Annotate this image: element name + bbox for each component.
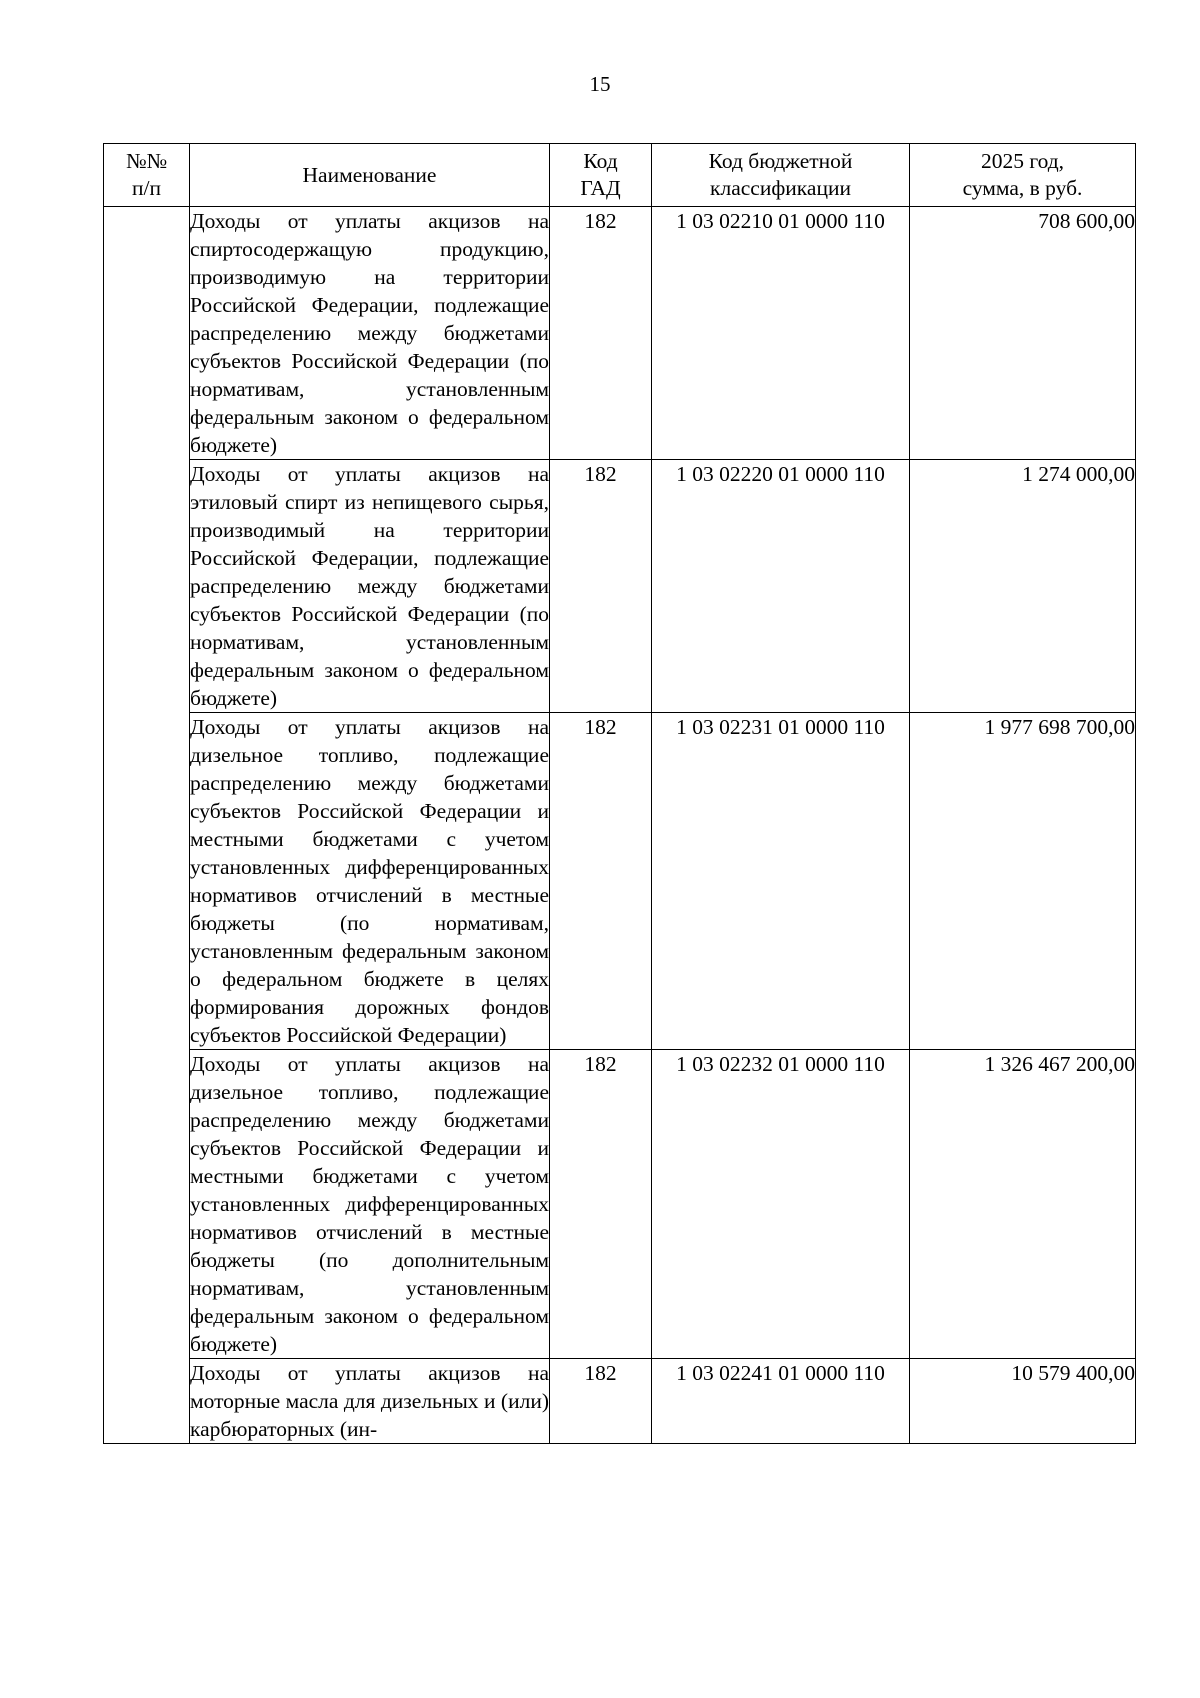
row-amount: 10 579 400,00 xyxy=(910,1359,1136,1444)
header-gad-line1: Код xyxy=(583,149,618,173)
row-name: Доходы от уплаты акцизов на моторные масла для дизельных и (или) карбюраторных (ин- xyxy=(190,1359,550,1444)
header-kbk-line2: классификации xyxy=(710,176,851,200)
header-number-line2: п/п xyxy=(132,176,161,200)
header-name-label: Наименование xyxy=(302,162,437,187)
header-gad-line2: ГАД xyxy=(580,176,621,200)
header-budget-classification-code xyxy=(652,144,910,207)
row-name: Доходы от уплаты акцизов на дизельное топливо, подлежащие распределению между бюджетами субъектов Российской Федерации и местными бюджетами с учетом установленных дифференцированных нормативов отчислений в местные бюджеты (по нормативам, установленным федеральным законом о федеральном бюджете в целях формирования дорожных фондов субъектов Российской Федерации) xyxy=(190,713,550,1050)
row-gad-code: 182 xyxy=(550,460,652,713)
row-name: Доходы от уплаты акцизов на этиловый спирт из непищевого сырья, производимый на территории Российской Федерации, подлежащие распределению между бюджетами субъектов Российской Федерации (по нормативам, установленным федеральным законом о федеральном бюджете) xyxy=(190,460,550,713)
row-name: Доходы от уплаты акцизов на дизельное топливо, подлежащие распределению между бюджетами субъектов Российской Федерации и местными бюджетами с учетом установленных дифференцированных нормативов отчислений в местные бюджеты (по дополнительным нормативам, установленным федеральным законом о федеральном бюджете) xyxy=(190,1050,550,1359)
table-row xyxy=(104,460,1136,713)
row-budget-code: 1 03 02220 01 0000 110 xyxy=(652,460,910,713)
header-kbk-line1: Код бюджетной xyxy=(708,149,853,173)
header-gad-code xyxy=(550,144,652,207)
header-amount-2025 xyxy=(910,144,1136,207)
row-gad-code: 182 xyxy=(550,1359,652,1444)
row-gad-code: 182 xyxy=(550,207,652,460)
header-sum-line1: 2025 год, xyxy=(980,149,1065,173)
header-number xyxy=(104,144,190,207)
header-sum-line2: сумма, в руб. xyxy=(962,176,1083,200)
table-row xyxy=(104,207,1136,460)
header-number-line1: №№ xyxy=(125,149,168,173)
row-budget-code: 1 03 02231 01 0000 110 xyxy=(652,713,910,1050)
row-budget-code: 1 03 02210 01 0000 110 xyxy=(652,207,910,460)
budget-revenue-table xyxy=(103,143,1136,1444)
row-number-cell xyxy=(104,207,190,1444)
table-row xyxy=(104,1050,1136,1359)
row-budget-code: 1 03 02241 01 0000 110 xyxy=(652,1359,910,1444)
table-header-row xyxy=(104,144,1136,207)
header-name xyxy=(190,144,550,207)
row-budget-code: 1 03 02232 01 0000 110 xyxy=(652,1050,910,1359)
table-row xyxy=(104,1359,1136,1444)
page-number: 15 xyxy=(589,72,611,96)
table-row xyxy=(104,713,1136,1050)
row-amount: 1 326 467 200,00 xyxy=(910,1050,1136,1359)
row-amount: 1 274 000,00 xyxy=(910,460,1136,713)
row-amount: 708 600,00 xyxy=(910,207,1136,460)
row-gad-code: 182 xyxy=(550,1050,652,1359)
row-gad-code: 182 xyxy=(550,713,652,1050)
row-amount: 1 977 698 700,00 xyxy=(910,713,1136,1050)
row-name: Доходы от уплаты акцизов на спиртосодержащую продукцию, производимую на территории Российской Федерации, подлежащие распределению между бюджетами субъектов Российской Федерации (по нормативам, установленным федеральным законом о федеральном бюджете) xyxy=(190,207,550,460)
